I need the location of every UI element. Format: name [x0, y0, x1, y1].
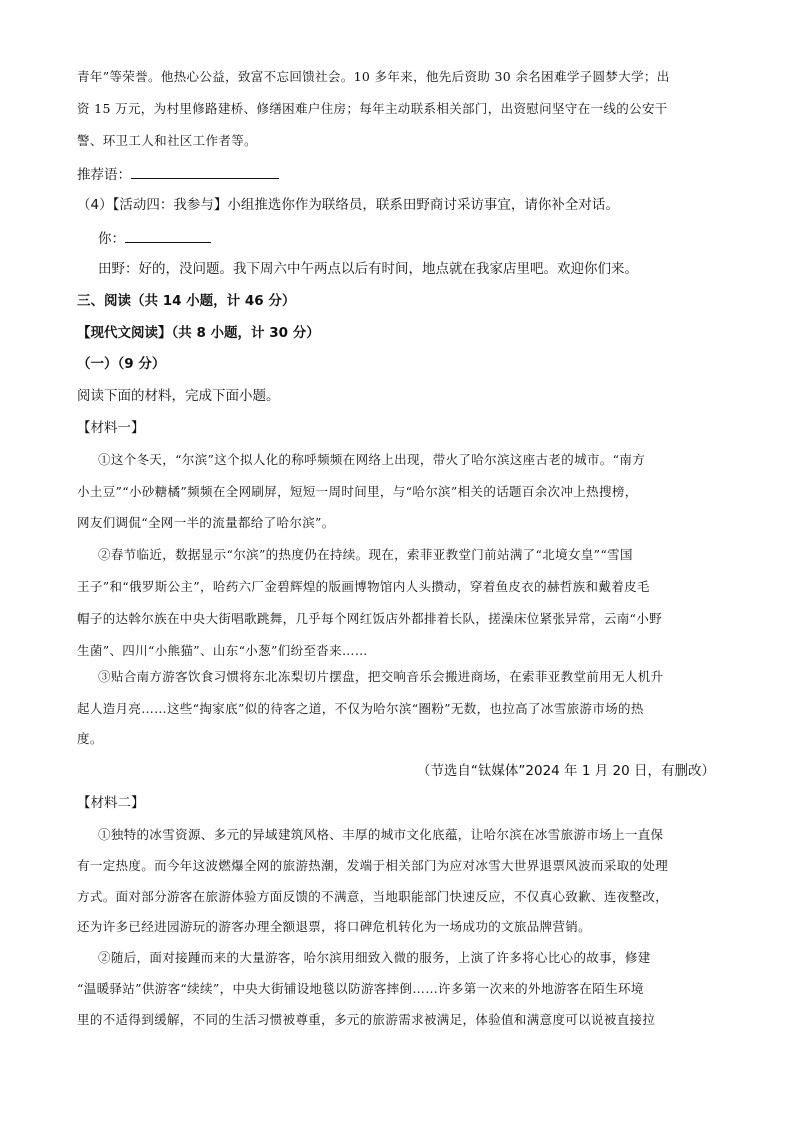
material-2-p1-line-4: 还为许多已经进园游玩的游客办理全额退票，将口碑危机转化为一场成功的文旅品牌营销。: [77, 919, 592, 934]
dialogue-you-row: [98, 228, 211, 248]
material-1-p3-line-3: 度。: [77, 731, 103, 746]
material-1-p2-line-4: 生菌”、四川“小熊猫”、山东“小葱”们纷至沓来……: [77, 643, 368, 658]
recommend-answer-blank[interactable]: [131, 164, 279, 179]
modern-reading-heading: 【现代文阅读】（共 8 小题，计 30 分）: [77, 325, 320, 341]
you-answer-blank[interactable]: [125, 228, 211, 243]
material-1-p2-line-2: 王子”和“俄罗斯公主”，哈药六厂金碧辉煌的版画博物馆内人头攒动，穿着鱼皮衣的赫哲族和戴着皮毛: [77, 579, 650, 594]
recommend-label: 推荐语：: [77, 167, 131, 183]
intro-line-1: 青年”等荣誉。他热心公益，致富不忘回馈社会。10 多年来，他先后资助 30 余名困难学子圆梦大学；出: [77, 69, 670, 84]
material-1-p3-line-2: 起人造月亮……这些“掏家底”似的待客之道，不仅为哈尔滨“圈粉”无数，也拉高了冰雪旅游市场的热: [77, 701, 644, 716]
material-1-p2-line-1: ②春节临近，数据显示“尔滨”的热度仍在持续。现在，索菲亚教堂门前站满了“北境女皇”“雪国: [98, 547, 633, 562]
intro-line-2: 资 15 万元，为村里修路建桥、修缮困难户住房；每年主动联系相关部门，出资慰问坚守在一线的公安干: [77, 101, 668, 116]
material-2-p2-line-1: ②随后，面对接踵而来的大量游客，哈尔滨用细致入微的服务，上演了许多将心比心的故事，修建: [98, 950, 651, 965]
material-2-p1-line-3: 方式。面对部分游客在旅游体验方面反馈的不满意，当地职能部门快速反应，不仅真心致歉、连夜整改，: [77, 889, 669, 904]
material-2-title: 【材料二】: [77, 795, 145, 811]
material-1-p3-line-1: ③贴合南方游客饮食习惯将东北冻梨切片摆盘，把交响音乐会搬进商场，在索菲亚教堂前用无人机升: [98, 669, 664, 684]
dialogue-tianye: 田野：好的，没问题。我下周六中午两点以后有时间，地点就在我家店里吧。欢迎你们来。: [98, 261, 638, 277]
material-1-title: 【材料一】: [77, 420, 145, 436]
material-2-p2-line-3: 里的不适得到缓解，不同的生活习惯被尊重，多元的旅游需求被满足，体验值和满意度可以说被直接拉: [77, 1012, 656, 1027]
material-1-source: （节选自“钛媒体”2024 年 1 月 20 日，有删改）: [416, 763, 715, 779]
section-3-heading: 三、阅读（共 14 小题，计 46 分）: [77, 293, 296, 309]
intro-line-3: 警、环卫工人和社区工作者等。: [77, 133, 257, 148]
material-1-p1-line-1: ①这个冬天，“尔滨”这个拟人化的称呼频频在网络上出现，带火了哈尔滨这座古老的城市。“南方: [98, 452, 646, 467]
reading-instruction: 阅读下面的材料，完成下面小题。: [77, 388, 280, 404]
material-1-p1-line-3: 网友们调侃“全网一半的流量都给了哈尔滨”。: [77, 515, 335, 530]
you-label: 你：: [98, 231, 125, 247]
material-1-p2-line-3: 帽子的达斡尔族在中央大街唱歌跳舞，几乎每个网红饭店外都排着长队，搓澡床位紧张异常，云南“小野: [77, 611, 662, 626]
part-1-heading: （一）（9 分）: [77, 356, 166, 372]
material-2-p1-line-1: ①独特的冰雪资源、多元的异域建筑风格、丰厚的城市文化底蕴，让哈尔滨在冰雪旅游市场上一直保: [98, 827, 664, 842]
material-2-p2-line-2: “温暖驿站”供游客“续续”，中央大街铺设地毯以防游客摔倒……许多第一次来的外地游客在陌生环境: [77, 981, 644, 996]
question-4: （4）【活动四：我参与】小组推选你作为联络员，联系田野商讨采访事宜，请你补全对话。: [77, 197, 619, 213]
material-1-p1-line-2: 小土豆”“小砂糖橘”频频在全网刷屏，短短一周时间里，与“哈尔滨”相关的话题百余次冲上热搜榜，: [77, 484, 638, 499]
material-2-p1-line-2: 有一定热度。而今年这波燃爆全网的旅游热潮，发端于相关部门为应对冰雪大世界退票风波而采取的处理: [77, 858, 669, 873]
recommend-row: [77, 164, 279, 184]
